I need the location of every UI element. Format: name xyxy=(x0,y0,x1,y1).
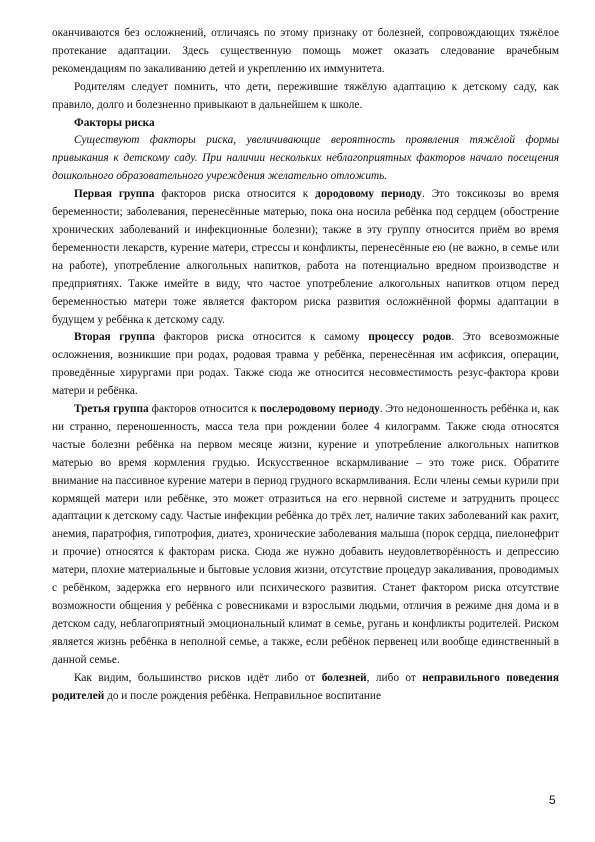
bold-first-group: Первая группа xyxy=(74,188,155,201)
text-segment: . Это всевозможные осложнения, возникшие при родах, родовая травма у ребёнка, перенесённая им асфиксия, операции, проведённые хирургами при родах. Также сюда же относится несовместимость резус-фактора крови матери и ребёнка. xyxy=(52,331,559,398)
bold-wrong-parent-behavior: неправильного поведения родителей xyxy=(52,671,559,702)
text-segment: до и после рождения ребёнка. Неправильное воспитание xyxy=(104,689,381,702)
text-segment: факторов риска относится к xyxy=(154,188,316,201)
bold-postnatal-period: послеродовому периоду xyxy=(259,403,380,416)
paragraph-risk-intro: Существуют факторы риска, увеличивающие вероятность проявления тяжёлой формы привыкания к детскому саду. При наличии нескольких неблагоприятных факторов начало посещения дошкольного образовательного учреждения желательно отложить. xyxy=(52,134,559,183)
paragraph-third-group xyxy=(52,401,559,670)
bold-third-group: Третья группа xyxy=(74,403,149,416)
paragraph-first-group xyxy=(52,186,559,329)
text-segment: . Это токсикозы во время беременности; заболевания, перенесённые матерью, пока она носила ребёнка под сердцем (обострение хронических заболеваний и инфекционные болезни); также в эту группу относится приём во время беременности лекарств, курение матери, стрессы и конфликты, перенесённые ею (не важно, в семье или на работе), употребление алкогольных напитков, работа на потенциально вредном производстве и предприятиях. Также имейте в виду, что частое употребление алкогольных напитков отцом перед беременностью матери тоже является фактором риска развития осложнённой формы адаптации в будущем у ребёнка к детскому саду. xyxy=(52,188,559,326)
bold-diseases: болезней xyxy=(321,671,367,684)
text-segment: . Это недоношенность ребёнка и, как ни странно, переношенность, масса тела при рождении более 4 килограмм. Также сюда относятся частые болезни ребёнка на первом месяце жизни, курение и употребление алкогольных напитков матерью во время кормления грудью. Искусственное вскармливание – это тоже риск. Обратите внимание на пассивное курение матери в период грудного вскармливания. Если члены семьи курили при кормящей матери или ребёнке, это может отразиться на его нервной системе и затруднить процесс адаптации к детскому саду. Частые инфекции ребёнка до трёх лет, наличие таких заболеваний как рахит, анемия, паратрофия, гипотрофия, диатез, хронические заболевания малыша (порок сердца, пиелонефрит и прочие) относятся к факторам риска. Сюда же нужно добавить неудовлетворённость и депрессию матери, плохие материальные и бытовые условия жизни, отсутствие процедур закаливания, проводимых с ребёнком, задержка его нервного или психического развития. Станет фактором риска отсутствие возможности общения у ребёнка с ровесниками и взрослыми людьми, отличия в режиме дня дома и в детском саду, неблагоприятный эмоциональный климат в семье, ругань и конфликты родителей. Риском является жизнь ребёнка в неполной семье, а также, если ребёнок первенец или вообще единственный в данной семье. xyxy=(52,403,559,666)
page-number: 5 xyxy=(549,793,556,807)
paragraph-parents-remember: Родителям следует помнить, что дети, пережившие тяжёлую адаптацию к детскому саду, как правило, долго и болезненно привыкают в дальнейшем к школе. xyxy=(52,80,559,111)
paragraph-conclusion xyxy=(52,670,559,706)
text-segment: , либо от xyxy=(366,671,423,684)
section-heading-risk-factors: Факторы риска xyxy=(74,116,155,129)
text-segment: Как видим, большинство рисков идёт либо от xyxy=(74,671,322,684)
text-segment: факторов относится к xyxy=(148,403,260,416)
document-page xyxy=(52,25,559,705)
paragraph-second-group xyxy=(52,329,559,401)
text-segment: факторов риска относится к самому xyxy=(154,331,369,344)
paragraph-adaptation-end: оканчиваются без осложнений, отличаясь по этому признаку от болезней, сопровождающих тяжёлое протекание адаптации. Здесь существенную помощь может оказать следование врачебным рекомендациям по закаливанию детей и укреплению их иммунитета. xyxy=(52,27,559,75)
bold-birth-process: процессу родов xyxy=(368,331,452,344)
bold-prenatal-period: дородовому периоду xyxy=(315,188,422,201)
bold-second-group: Вторая группа xyxy=(74,331,155,344)
